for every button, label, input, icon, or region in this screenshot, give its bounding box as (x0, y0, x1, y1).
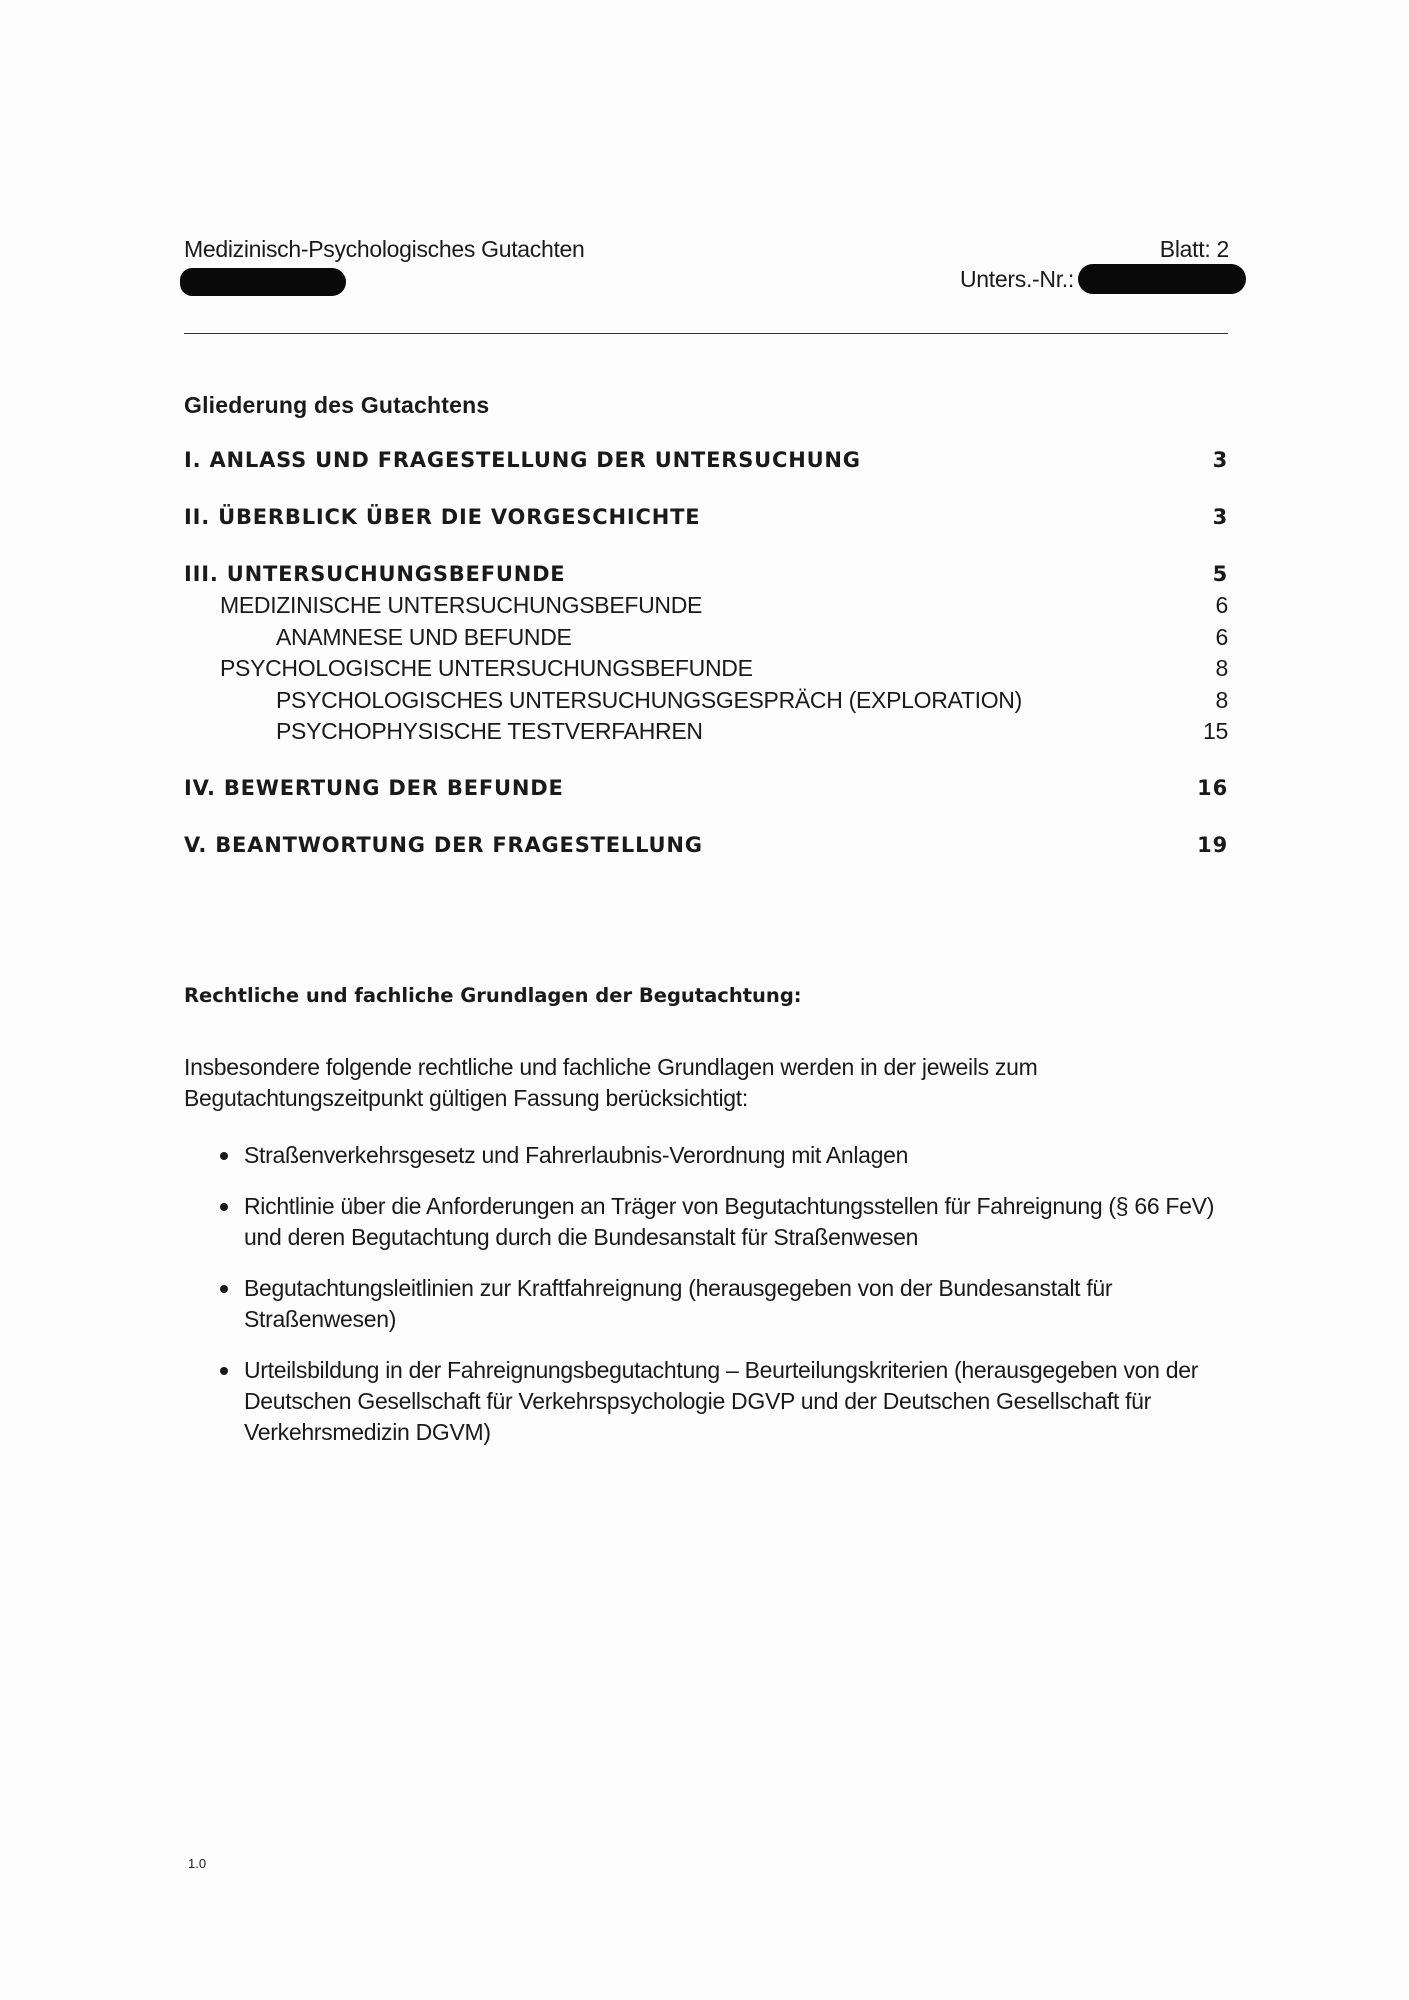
basis-list (218, 1140, 1228, 1468)
toc-entry-label: ANAMNESE UND BEFUNDE (276, 624, 572, 650)
toc-entry-label: IV. BEWERTUNG DER BEFUNDE (184, 776, 564, 800)
document-title: Medizinisch-Psychologisches Gutachten (184, 236, 585, 262)
toc-title: Gliederung des Gutachtens (184, 392, 490, 418)
list-item-text: Urteilsbildung in der Fahreignungsbegutachtung – Beurteilungskriterien (herausgegeben von der Deutschen Gesellschaft für Verkehrspsychologie DGVP und der Deutschen Gesellschaft für Verkehrsmedizin DGVM) (244, 1357, 1199, 1445)
header-divider (184, 333, 1228, 334)
toc-entry (184, 718, 1228, 748)
toc-entry-page: 8 (1215, 687, 1228, 713)
toc-entry-label: I. ANLASS UND FRAGESTELLUNG DER UNTERSUCHUNG (184, 448, 861, 472)
toc-entry (184, 448, 1228, 478)
bullet-icon (220, 1203, 228, 1211)
list-item (218, 1140, 1228, 1171)
toc-entry (184, 562, 1228, 592)
bullet-icon (220, 1367, 228, 1375)
list-item (218, 1191, 1228, 1253)
toc-entry-label: MEDIZINISCHE UNTERSUCHUNGSBEFUNDE (220, 592, 703, 618)
list-item-text: Begutachtungsleitlinien zur Kraftfahreignung (herausgegeben von der Bundesanstalt für Straßenwesen) (244, 1275, 1113, 1332)
toc-entry-page: 3 (1212, 448, 1228, 472)
toc-entry-page: 15 (1203, 718, 1228, 744)
toc-entry (184, 592, 1228, 622)
redaction-name (180, 268, 346, 296)
list-item-text: Richtlinie über die Anforderungen an Träger von Begutachtungsstellen für Fahreignung (§ 66 FeV) und deren Begutachtung durch die Bundesanstalt für Straßenwesen (244, 1193, 1215, 1250)
toc-entry-label: PSYCHOLOGISCHES UNTERSUCHUNGSGESPRÄCH (EXPLORATION) (276, 687, 1022, 713)
toc-entry-page: 6 (1215, 592, 1228, 618)
toc-entry-page: 16 (1197, 776, 1228, 800)
toc-entry-label: PSYCHOPHYSISCHE TESTVERFAHREN (276, 718, 703, 744)
exam-number-label: Unters.-Nr.: (960, 266, 1074, 292)
basis-section-title: Rechtliche und fachliche Grundlagen der Begutachtung: (184, 984, 802, 1007)
list-item (218, 1355, 1228, 1448)
toc-entry-label: II. ÜBERBLICK ÜBER DIE VORGESCHICHTE (184, 505, 701, 529)
version-label: 1.0 (188, 1856, 207, 1871)
toc-entry-page: 8 (1215, 655, 1228, 681)
sheet-number: Blatt: 2 (1159, 236, 1229, 262)
toc-entry-page: 3 (1212, 505, 1228, 529)
toc-entry-page: 19 (1197, 833, 1228, 857)
toc-entry (184, 776, 1228, 806)
toc-entry (184, 655, 1228, 685)
redaction-exam-number (1078, 264, 1246, 294)
bullet-icon (220, 1285, 228, 1293)
bullet-icon (220, 1152, 228, 1160)
toc-entry (184, 624, 1228, 654)
toc-entry-page: 5 (1212, 562, 1228, 586)
toc-entry (184, 687, 1228, 717)
toc-entry (184, 833, 1228, 863)
toc-entry-page: 6 (1215, 624, 1228, 650)
toc-entry-label: V. BEANTWORTUNG DER FRAGESTELLUNG (184, 833, 703, 857)
toc-entry-label: III. UNTERSUCHUNGSBEFUNDE (184, 562, 566, 586)
toc-entry (184, 505, 1228, 535)
toc-entry-label: PSYCHOLOGISCHE UNTERSUCHUNGSBEFUNDE (220, 655, 753, 681)
list-item-text: Straßenverkehrsgesetz und Fahrerlaubnis-Verordnung mit Anlagen (244, 1142, 909, 1168)
list-item (218, 1273, 1228, 1335)
basis-intro: Insbesondere folgende rechtliche und fachliche Grundlagen werden in der jeweils zum Begutachtungszeitpunkt gültigen Fassung berücksichtigt: (184, 1054, 1038, 1111)
